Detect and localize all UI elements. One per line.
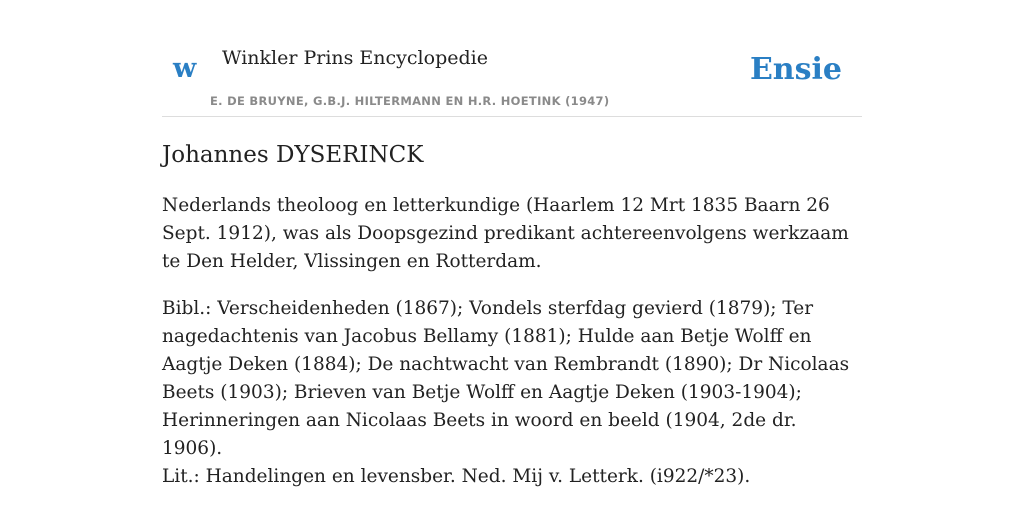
- entry-literature: Lit.: Handelingen en levensber. Ned. Mij v. Letterk. (i922/*23).: [162, 466, 751, 487]
- source-authors: E. DE BRUYNE, G.B.J. HILTERMANN EN H.R. HOETINK (1947): [210, 94, 610, 108]
- entry-title: Johannes DYSERINCK: [162, 142, 424, 168]
- source-title[interactable]: Winkler Prins Encyclopedie: [222, 47, 488, 69]
- source-header: [162, 0, 862, 117]
- entry-bibliography: Bibl.: Verscheidenheden (1867); Vondels sterfdag gevierd (1879); Ter nagedachtenis van Jacobus Bellamy (1881); Hulde aan Betje Wolff en Aagtje Deken (1884); De nachtwacht van Rembrandt (1890); Dr Nicolaas Beets (1903); Brieven van Betje Wolff en Aagtje Deken (1903-1904); Herinneringen aan Nicolaas Beets in woord en beeld (1904, 2de dr. 1906).: [162, 298, 850, 459]
- encyclopedia-page: [162, 0, 862, 487]
- entry-description: Nederlands theoloog en letterkundige (Haarlem 12 Mrt 1835 Baarn 26 Sept. 1912), was als Doopsgezind predikant achtereenvolgens werkzaam te Den Helder, Vlissingen en Rotterdam.: [162, 195, 849, 272]
- winkler-prins-logo[interactable]: w: [173, 53, 197, 84]
- ensie-logo[interactable]: Ensie: [749, 52, 842, 87]
